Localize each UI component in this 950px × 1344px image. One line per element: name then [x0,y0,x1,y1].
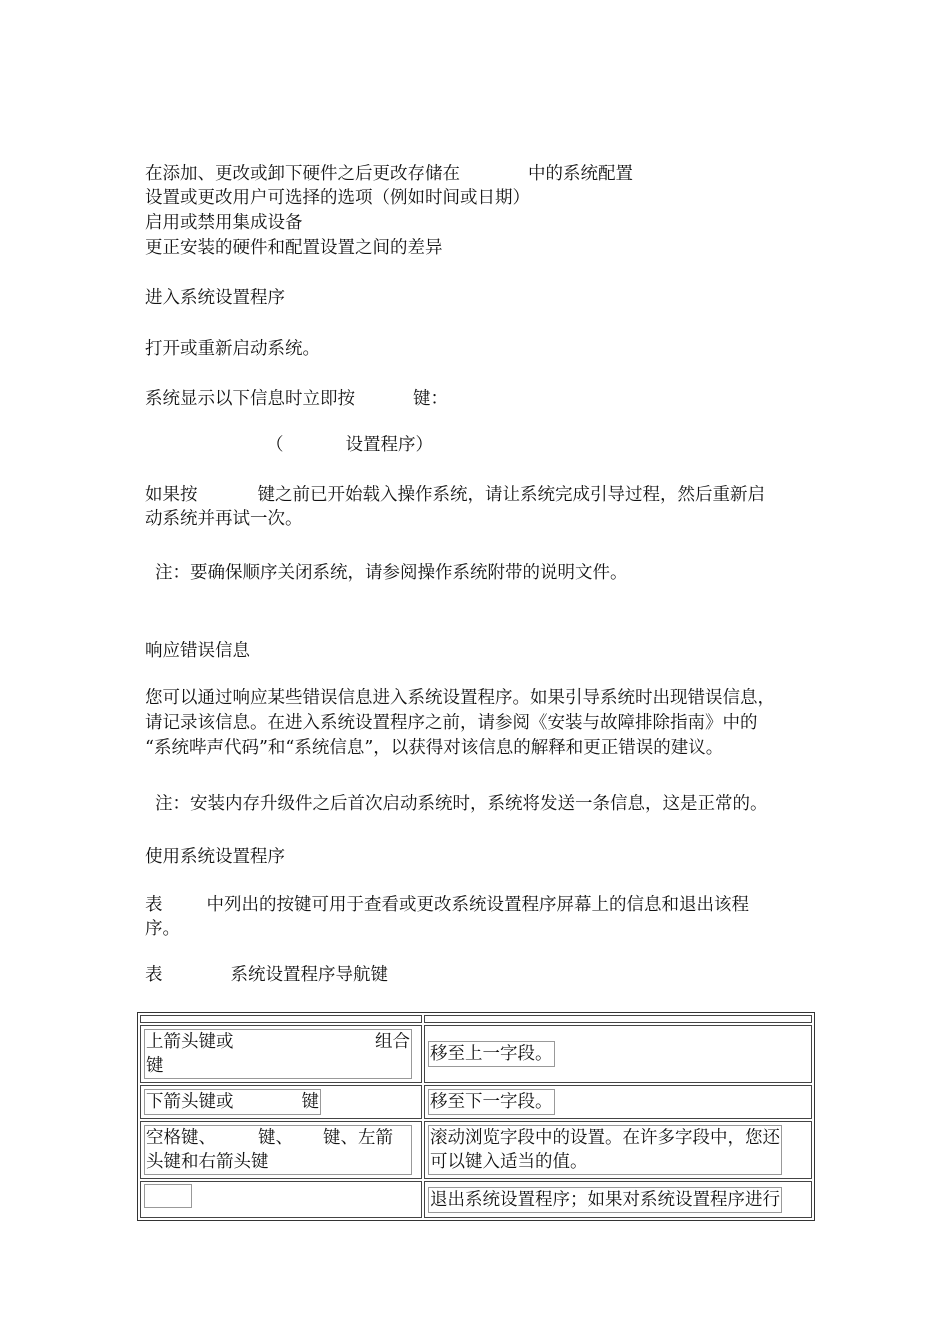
table-row [140,1181,812,1218]
table-caption-label: 表 [145,965,163,985]
key-text-empty [144,1184,192,1208]
table-cell-action [424,1181,812,1218]
key-text-c: 键、左箭 [323,1128,393,1148]
key-text-b: 键 [301,1092,319,1112]
enter-step-2-text-a: 系统显示以下信息时立即按 [145,389,355,409]
table-header-cell-key [140,1015,422,1023]
errors-body-line-3: “系统哔声代码”和“系统信息”，以获得对该信息的解释和更正错误的建议。 [145,738,724,758]
setup-message-text: 设置程序） [345,435,433,455]
intro-line-2: 设置或更改用户可选择的选项（例如时间或日期） [145,188,530,208]
table-cell-key [140,1085,422,1119]
intro-line-1 [145,162,633,186]
enter-retry-line-2: 动系统并再试一次。 [145,509,303,529]
intro-line-3: 启用或禁用集成设备 [145,213,303,233]
key-text-a: 下箭头键或 [146,1092,234,1112]
key-text [144,1029,412,1079]
intro-line-4: 更正安装的硬件和配置设置之间的差异 [145,238,443,258]
key-text-b: 组合 [375,1032,410,1052]
using-heading: 使用系统设置程序 [145,847,285,867]
key-text-a: 空格键、 [146,1128,216,1148]
errors-heading: 响应错误信息 [145,641,250,661]
action-text: 移至下一字段。 [428,1089,555,1115]
table-header-row [140,1015,812,1023]
table-caption [145,963,388,987]
key-text-b: 键、 [258,1128,293,1148]
using-desc-text-a: 表 [145,895,163,915]
table-caption-title: 系统设置程序导航键 [230,965,388,985]
key-text-c: 键 [146,1056,164,1076]
key-text [144,1089,321,1115]
table-cell-action [424,1121,812,1179]
enter-step-2-text-b: 键： [413,389,448,409]
table-row [140,1085,812,1119]
key-text [144,1125,412,1175]
action-text: 移至上一字段。 [428,1041,555,1067]
enter-note: 注：要确保顺序关闭系统，请参阅操作系统附带的说明文件。 [155,563,628,583]
action-text-line-1: 滚动浏览字段中的设置。在许多字段中，您还 [430,1128,780,1148]
using-desc-line-2: 序。 [145,919,180,939]
table-cell-key [140,1121,422,1179]
using-desc-text-b: 中列出的按键可用于查看或更改系统设置程序屏幕上的信息和退出该程 [206,895,749,915]
table-row [140,1025,812,1083]
errors-note: 注：安装内存升级件之后首次启动系统时，系统将发送一条信息，这是正常的。 [155,794,768,814]
using-desc-line-1 [145,893,749,917]
enter-heading: 进入系统设置程序 [145,288,285,308]
setup-message [266,433,433,457]
action-text: 退出系统设置程序；如果对系统设置程序进行 [428,1187,782,1213]
errors-body-line-2: 请记录该信息。在进入系统设置程序之前，请参阅《安装与故障排除指南》中的 [145,713,758,733]
intro-line-1-text-a: 在添加、更改或卸下硬件之后更改存储在 [145,164,460,184]
setup-message-open: （ [266,435,284,455]
key-text-a: 上箭头键或 [146,1032,234,1052]
enter-step-2 [145,387,448,411]
table-cell-action [424,1085,812,1119]
table-header-cell-action [424,1015,812,1023]
enter-step-1: 打开或重新启动系统。 [145,339,320,359]
navigation-keys-table [137,1012,815,1221]
enter-retry-line-1 [145,483,765,507]
action-text [428,1125,782,1175]
table-cell-key [140,1025,422,1083]
table-cell-key [140,1181,422,1218]
enter-retry-text-a: 如果按 [145,485,198,505]
table-row [140,1121,812,1179]
key-text-d: 头键和右箭头键 [146,1152,269,1172]
action-text-line-2: 可以键入适当的值。 [430,1152,588,1172]
intro-line-1-text-b: 中的系统配置 [528,164,633,184]
table-cell-action [424,1025,812,1083]
enter-retry-text-b: 键之前已开始载入操作系统，请让系统完成引导过程，然后重新启 [257,485,765,505]
errors-body-line-1: 您可以通过响应某些错误信息进入系统设置程序。如果引导系统时出现错误信息， [145,688,775,708]
